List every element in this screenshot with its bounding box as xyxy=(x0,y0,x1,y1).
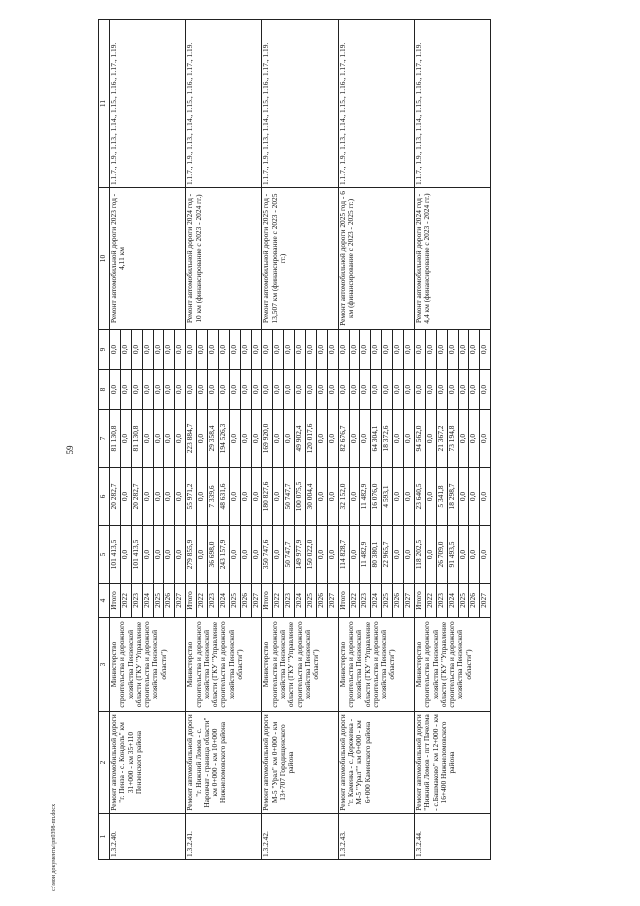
program-measures-table xyxy=(98,19,491,860)
amount-cell: 0,0 xyxy=(458,526,469,584)
amount-cell: 0,0 xyxy=(153,330,164,370)
amount-cell: 0,0 xyxy=(393,370,404,410)
amount-cell: 0,0 xyxy=(425,410,436,468)
expected-result: Ремонт автомобильной дороги 2023 год - 4,11 км xyxy=(110,188,186,330)
amount-cell: 0,0 xyxy=(251,468,262,526)
amount-cell: 0,0 xyxy=(273,410,284,468)
amount-cell: 0,0 xyxy=(349,526,360,584)
amount-cell: 18 298,7 xyxy=(447,468,458,526)
expected-result: Ремонт автомобильной дороги 2024 год - 10 км (финансирование с 2023 - 2024 гг.) xyxy=(186,188,262,330)
amount-cell: 20 282,7 xyxy=(131,468,142,526)
measure-name: Ремонт автомобильной дороги "г. Нижний Ломов - с. Наровчат - граница области" км 0+000 - км 10+000 Нижнеломовского района xyxy=(186,712,262,814)
year-cell: Итого xyxy=(338,584,349,618)
amount-cell: 0,0 xyxy=(284,410,295,468)
amount-cell: 0,0 xyxy=(469,370,480,410)
year-cell: 2027 xyxy=(175,584,186,618)
amount-cell: 16 076,0 xyxy=(371,468,382,526)
amount-cell: 0,0 xyxy=(153,370,164,410)
amount-cell: 0,0 xyxy=(197,526,208,584)
year-cell: 2026 xyxy=(164,584,175,618)
amount-cell: 0,0 xyxy=(404,410,415,468)
amount-cell: 0,0 xyxy=(425,526,436,584)
executor-name: Министерство строительства и дорожного хозяйства Пензенской области (ГКУ "Управление строительства и дорожного хозяйства Пензенской области") xyxy=(110,618,186,712)
amount-cell: 0,0 xyxy=(349,370,360,410)
amount-cell: 0,0 xyxy=(120,526,131,584)
amount-cell: 118 202,5 xyxy=(414,526,425,584)
amount-cell: 101 413,5 xyxy=(131,526,142,584)
amount-cell: 0,0 xyxy=(469,410,480,468)
column-number: 2 xyxy=(99,712,110,814)
year-cell: 2022 xyxy=(425,584,436,618)
amount-cell: 0,0 xyxy=(458,410,469,468)
year-cell: 2027 xyxy=(251,584,262,618)
amount-cell: 180 827,6 xyxy=(262,468,273,526)
column-number: 6 xyxy=(99,468,110,526)
amount-cell: 0,0 xyxy=(251,410,262,468)
amount-cell: 0,0 xyxy=(262,370,273,410)
year-cell: 2023 xyxy=(284,584,295,618)
amount-cell: 0,0 xyxy=(316,330,327,370)
amount-cell: 0,0 xyxy=(164,370,175,410)
amount-cell: 0,0 xyxy=(273,468,284,526)
year-cell: 2022 xyxy=(273,584,284,618)
amount-cell: 120 017,6 xyxy=(306,410,317,468)
amount-cell: 114 828,7 xyxy=(338,526,349,584)
amount-cell: 0,0 xyxy=(306,330,317,370)
measure-number: 1.3.2.40. xyxy=(110,814,186,860)
amount-cell: 0,0 xyxy=(338,330,349,370)
year-cell: 2025 xyxy=(382,584,393,618)
amount-cell: 0,0 xyxy=(306,370,317,410)
table-row xyxy=(262,20,273,860)
amount-cell: 0,0 xyxy=(284,330,295,370)
amount-cell: 0,0 xyxy=(480,468,491,526)
amount-cell: 0,0 xyxy=(436,330,447,370)
year-cell: 2027 xyxy=(480,584,491,618)
amount-cell: 29 358,4 xyxy=(208,410,219,468)
amount-cell: 0,0 xyxy=(142,526,153,584)
file-path-footer: c:\мои документы\рп0398-пп.docx xyxy=(51,803,57,891)
amount-cell: 11 482,9 xyxy=(360,526,371,584)
amount-cell: 0,0 xyxy=(262,330,273,370)
amount-cell: 5 341,8 xyxy=(436,468,447,526)
year-cell: 2022 xyxy=(197,584,208,618)
year-cell: 2024 xyxy=(218,584,229,618)
executor-name: Министерство строительства и дорожного хозяйства Пензенской области (ГКУ "Управление строительства и дорожного хозяйства Пензенской области") xyxy=(262,618,338,712)
year-cell: 2022 xyxy=(120,584,131,618)
amount-cell: 0,0 xyxy=(218,330,229,370)
year-cell: 2023 xyxy=(208,584,219,618)
amount-cell: 0,0 xyxy=(371,330,382,370)
amount-cell: 23 640,5 xyxy=(414,468,425,526)
year-cell: 2025 xyxy=(229,584,240,618)
amount-cell: 0,0 xyxy=(208,330,219,370)
amount-cell: 0,0 xyxy=(273,330,284,370)
year-cell: 2026 xyxy=(393,584,404,618)
amount-cell: 0,0 xyxy=(436,370,447,410)
indicator-refs: 1.1.7., 1.9., 1.13., 1.14., 1.15., 1.16., 1.17., 1.19. xyxy=(414,20,490,188)
amount-cell: 22 965,7 xyxy=(382,526,393,584)
amount-cell: 81 130,8 xyxy=(131,410,142,468)
amount-cell: 0,0 xyxy=(186,330,197,370)
amount-cell: 0,0 xyxy=(175,526,186,584)
amount-cell: 0,0 xyxy=(425,370,436,410)
amount-cell: 0,0 xyxy=(142,410,153,468)
amount-cell: 0,0 xyxy=(229,370,240,410)
amount-cell: 169 920,0 xyxy=(262,410,273,468)
table-row xyxy=(186,20,197,860)
amount-cell: 26 709,0 xyxy=(436,526,447,584)
amount-cell: 0,0 xyxy=(229,526,240,584)
amount-cell: 0,0 xyxy=(327,330,338,370)
amount-cell: 243 157,9 xyxy=(218,526,229,584)
year-cell: 2025 xyxy=(306,584,317,618)
amount-cell: 0,0 xyxy=(142,370,153,410)
amount-cell: 0,0 xyxy=(393,410,404,468)
amount-cell: 0,0 xyxy=(316,410,327,468)
year-cell: 2024 xyxy=(447,584,458,618)
executor-name: Министерство строительства и дорожного хозяйства Пензенской области (ГКУ "Управление строительства и дорожного хозяйства Пензенской области") xyxy=(338,618,414,712)
amount-cell: 0,0 xyxy=(404,468,415,526)
amount-cell: 0,0 xyxy=(120,410,131,468)
amount-cell: 18 372,6 xyxy=(382,410,393,468)
amount-cell: 0,0 xyxy=(197,330,208,370)
amount-cell: 0,0 xyxy=(414,370,425,410)
amount-cell: 4 593,1 xyxy=(382,468,393,526)
amount-cell: 91 493,5 xyxy=(447,526,458,584)
amount-cell: 0,0 xyxy=(251,370,262,410)
amount-cell: 0,0 xyxy=(447,370,458,410)
amount-cell: 50 747,7 xyxy=(284,468,295,526)
amount-cell: 50 747,7 xyxy=(284,526,295,584)
measure-number: 1.3.2.43. xyxy=(338,814,414,860)
amount-cell: 49 902,4 xyxy=(295,410,306,468)
amount-cell: 0,0 xyxy=(240,468,251,526)
amount-cell: 0,0 xyxy=(164,410,175,468)
amount-cell: 0,0 xyxy=(458,330,469,370)
expected-result: Ремонт автомобильной дороги 2025 год - 6 км (финансирование с 2023 - 2025 гг.) xyxy=(338,188,414,330)
amount-cell: 36 698,0 xyxy=(208,526,219,584)
column-number: 1 xyxy=(99,814,110,860)
year-cell: 2023 xyxy=(436,584,447,618)
measure-name: Ремонт автомобильной дороги "г. Каменка - с. Дережевка - М-5 "Урал"" км 0+000 - км 6+000 Каменского района xyxy=(338,712,414,814)
amount-cell: 0,0 xyxy=(327,370,338,410)
measure-name: Ремонт автомобильной дороги "г. Пенза - с. Кондоль" км 31+000 - км 35+110 Пензенского района xyxy=(110,712,186,814)
year-cell: 2025 xyxy=(153,584,164,618)
amount-cell: 94 562,0 xyxy=(414,410,425,468)
amount-cell: 0,0 xyxy=(371,370,382,410)
amount-cell: 223 884,7 xyxy=(186,410,197,468)
year-cell: 2024 xyxy=(142,584,153,618)
amount-cell: 0,0 xyxy=(142,330,153,370)
amount-cell: 0,0 xyxy=(197,410,208,468)
indicator-refs: 1.1.7., 1.9., 1.13., 1.14., 1.15., 1.16., 1.17., 1.19. xyxy=(262,20,338,188)
year-cell: 2027 xyxy=(404,584,415,618)
measure-number: 1.3.2.41. xyxy=(186,814,262,860)
amount-cell: 149 977,9 xyxy=(295,526,306,584)
amount-cell: 48 631,6 xyxy=(218,468,229,526)
column-number: 10 xyxy=(99,188,110,330)
year-cell: 2022 xyxy=(349,584,360,618)
amount-cell: 0,0 xyxy=(142,468,153,526)
amount-cell: 350 747,6 xyxy=(262,526,273,584)
table-row xyxy=(414,20,425,860)
amount-cell: 0,0 xyxy=(393,526,404,584)
year-cell: Итого xyxy=(186,584,197,618)
amount-cell: 0,0 xyxy=(360,330,371,370)
amount-cell: 0,0 xyxy=(393,468,404,526)
amount-cell: 20 282,7 xyxy=(110,468,121,526)
amount-cell: 0,0 xyxy=(382,370,393,410)
amount-cell: 80 380,1 xyxy=(371,526,382,584)
amount-cell: 0,0 xyxy=(316,526,327,584)
measure-number: 1.3.2.42. xyxy=(262,814,338,860)
column-number: 5 xyxy=(99,526,110,584)
amount-cell: 0,0 xyxy=(469,526,480,584)
amount-cell: 0,0 xyxy=(153,468,164,526)
amount-cell: 0,0 xyxy=(404,526,415,584)
amount-cell: 0,0 xyxy=(153,526,164,584)
amount-cell: 0,0 xyxy=(175,370,186,410)
executor-name: Министерство строительства и дорожного хозяйства Пензенской области (ГКУ "Управление строительства и дорожного хозяйства Пензенской области") xyxy=(414,618,490,712)
amount-cell: 279 855,9 xyxy=(186,526,197,584)
column-number: 8 xyxy=(99,370,110,410)
amount-cell: 0,0 xyxy=(404,330,415,370)
amount-cell: 0,0 xyxy=(349,468,360,526)
amount-cell: 194 526,3 xyxy=(218,410,229,468)
amount-cell: 0,0 xyxy=(273,370,284,410)
measure-name: Ремонт автомобильной дороги М-5 "Урал" км 0+000 - км 13+707 Городищенского района xyxy=(262,712,338,814)
column-number: 9 xyxy=(99,330,110,370)
amount-cell: 81 130,8 xyxy=(110,410,121,468)
amount-cell: 0,0 xyxy=(229,330,240,370)
amount-cell: 0,0 xyxy=(480,370,491,410)
year-cell: 2027 xyxy=(327,584,338,618)
amount-cell: 0,0 xyxy=(382,330,393,370)
year-cell: 2024 xyxy=(295,584,306,618)
expected-result: Ремонт автомобильной дороги 2025 год - 13,507 км (финансирование с 2023 - 2025 гг.) xyxy=(262,188,338,330)
table-row xyxy=(110,20,121,860)
column-number: 4 xyxy=(99,584,110,618)
amount-cell: 0,0 xyxy=(208,370,219,410)
amount-cell: 0,0 xyxy=(480,526,491,584)
table-row xyxy=(338,20,349,860)
amount-cell: 0,0 xyxy=(153,410,164,468)
amount-cell: 0,0 xyxy=(316,370,327,410)
amount-cell: 0,0 xyxy=(251,526,262,584)
amount-cell: 0,0 xyxy=(349,330,360,370)
amount-cell: 0,0 xyxy=(360,410,371,468)
amount-cell: 0,0 xyxy=(316,468,327,526)
year-cell: 2024 xyxy=(371,584,382,618)
amount-cell: 0,0 xyxy=(404,370,415,410)
amount-cell: 0,0 xyxy=(120,370,131,410)
column-number: 3 xyxy=(99,618,110,712)
amount-cell: 64 304,1 xyxy=(371,410,382,468)
amount-cell: 0,0 xyxy=(295,330,306,370)
year-cell: Итого xyxy=(414,584,425,618)
amount-cell: 101 413,5 xyxy=(110,526,121,584)
page-number: 59 xyxy=(65,445,75,455)
year-cell: Итого xyxy=(110,584,121,618)
year-cell: Итого xyxy=(262,584,273,618)
amount-cell: 0,0 xyxy=(327,410,338,468)
amount-cell: 0,0 xyxy=(240,526,251,584)
amount-cell: 7 339,6 xyxy=(208,468,219,526)
amount-cell: 0,0 xyxy=(338,370,349,410)
year-cell: 2023 xyxy=(131,584,142,618)
amount-cell: 0,0 xyxy=(360,370,371,410)
amount-cell: 0,0 xyxy=(349,410,360,468)
amount-cell: 0,0 xyxy=(414,330,425,370)
amount-cell: 0,0 xyxy=(425,330,436,370)
amount-cell: 0,0 xyxy=(327,468,338,526)
table-body xyxy=(110,20,491,860)
amount-cell: 0,0 xyxy=(110,330,121,370)
year-cell: 2026 xyxy=(240,584,251,618)
amount-cell: 32 152,0 xyxy=(338,468,349,526)
amount-cell: 0,0 xyxy=(120,468,131,526)
amount-cell: 0,0 xyxy=(251,330,262,370)
amount-cell: 0,0 xyxy=(175,468,186,526)
amount-cell: 0,0 xyxy=(229,410,240,468)
column-number-row xyxy=(99,20,110,860)
amount-cell: 0,0 xyxy=(469,468,480,526)
amount-cell: 0,0 xyxy=(197,468,208,526)
amount-cell: 0,0 xyxy=(273,526,284,584)
amount-cell: 0,0 xyxy=(480,330,491,370)
amount-cell: 0,0 xyxy=(425,468,436,526)
amount-cell: 82 676,7 xyxy=(338,410,349,468)
amount-cell: 0,0 xyxy=(164,526,175,584)
indicator-refs: 1.1.7., 1.9., 1.13., 1.14., 1.15., 1.16., 1.17., 1.19. xyxy=(186,20,262,188)
rotated-page-content xyxy=(98,20,533,860)
year-cell: 2026 xyxy=(469,584,480,618)
amount-cell: 0,0 xyxy=(469,330,480,370)
measure-number: 1.3.2.44. xyxy=(414,814,490,860)
amount-cell: 55 971,2 xyxy=(186,468,197,526)
amount-cell: 0,0 xyxy=(240,410,251,468)
indicator-refs: 1.1.7., 1.9., 1.13., 1.14., 1.15., 1.16., 1.17., 1.19. xyxy=(338,20,414,188)
year-cell: 2025 xyxy=(458,584,469,618)
amount-cell: 0,0 xyxy=(218,370,229,410)
amount-cell: 0,0 xyxy=(393,330,404,370)
column-number: 7 xyxy=(99,410,110,468)
measure-name: Ремонт автомобильной дороги "Нижний Ломов - пгт Пачелма - с.Башмаково" км 12+000 - км 16+400 Нижнеломовского района xyxy=(414,712,490,814)
amount-cell: 0,0 xyxy=(164,330,175,370)
amount-cell: 11 482,9 xyxy=(360,468,371,526)
amount-cell: 0,0 xyxy=(458,468,469,526)
year-cell: 2026 xyxy=(316,584,327,618)
amount-cell: 150 022,0 xyxy=(306,526,317,584)
amount-cell: 0,0 xyxy=(480,410,491,468)
amount-cell: 0,0 xyxy=(120,330,131,370)
expected-result: Ремонт автомобильной дороги 2024 год - 4,4 км (финансирование с 2023 - 2024 гг.) xyxy=(414,188,490,330)
amount-cell: 0,0 xyxy=(175,330,186,370)
amount-cell: 0,0 xyxy=(458,370,469,410)
amount-cell: 0,0 xyxy=(229,468,240,526)
amount-cell: 0,0 xyxy=(240,370,251,410)
amount-cell: 0,0 xyxy=(164,468,175,526)
year-cell: 2023 xyxy=(360,584,371,618)
amount-cell: 0,0 xyxy=(447,330,458,370)
amount-cell: 21 367,2 xyxy=(436,410,447,468)
amount-cell: 100 075,5 xyxy=(295,468,306,526)
amount-cell: 0,0 xyxy=(240,330,251,370)
amount-cell: 0,0 xyxy=(295,370,306,410)
amount-cell: 0,0 xyxy=(186,370,197,410)
amount-cell: 0,0 xyxy=(175,410,186,468)
executor-name: Министерство строительства и дорожного хозяйства Пензенской области (ГКУ "Управление строительства и дорожного хозяйства Пензенской области") xyxy=(186,618,262,712)
amount-cell: 73 194,8 xyxy=(447,410,458,468)
amount-cell: 0,0 xyxy=(197,370,208,410)
amount-cell: 0,0 xyxy=(131,370,142,410)
column-number: 11 xyxy=(99,20,110,188)
indicator-refs: 1.1.7., 1.9., 1.13., 1.14., 1.15., 1.16., 1.17., 1.19. xyxy=(110,20,186,188)
amount-cell: 0,0 xyxy=(284,370,295,410)
amount-cell: 0,0 xyxy=(131,330,142,370)
amount-cell: 30 004,4 xyxy=(306,468,317,526)
amount-cell: 0,0 xyxy=(327,526,338,584)
amount-cell: 0,0 xyxy=(110,370,121,410)
